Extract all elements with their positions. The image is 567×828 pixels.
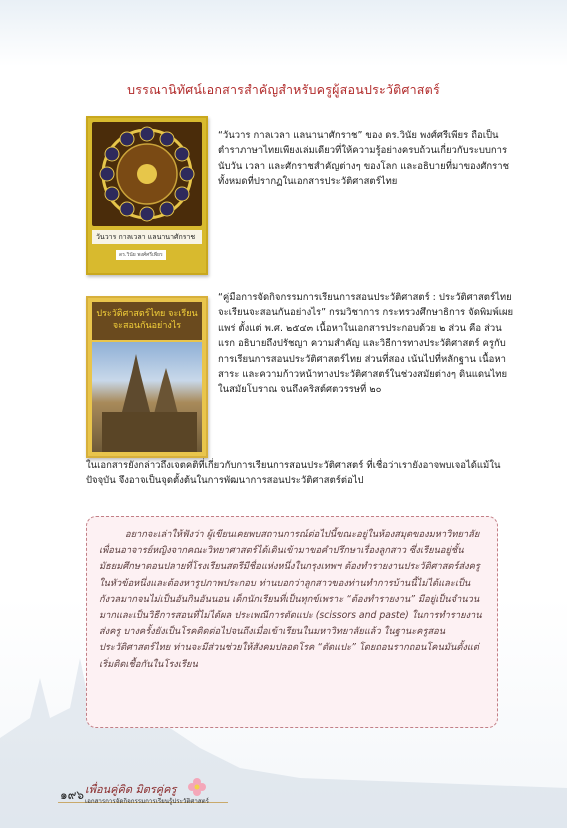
page-title: บรรณานิทัศน์เอกสารสำคัญสำหรับครูผู้สอนประวัติศาสตร์ (127, 82, 440, 97)
footer-logo-text: เพื่อนคู่คิด มิตรคู่ครู (85, 783, 177, 796)
note-text: อยากจะเล่าให้ฟังว่า ผู้เขียนเคยพบสถานการณ์ต่อไปนี้ขณะอยู่ในห้องสมุดของมหาวิทยาลัย เพื่อนอาจารย์หญิงจากคณะวิทยาศาสตร์ได้เดินเข้ามาขอคำปรึกษาเรื่องลูกสาว ซึ่งเรียนอยู่ชั้นมัธยมศึกษาตอนปลายที่โรงเรียนสตรีมีชื่อแห่งหนึ่งในกรุงเทพฯ ต้องทำรายงานประวัติศาสตร์ส่งครูในหัวข้อหนึ่งและต้องหารูปภาพประกอบ ท่านบอกว่าลูกสาวของท่านทำการบ้านนี้ไม่ได้และเป็นกังวลมากจนไม่เป็นอันกินอันนอน เด็กนักเรียนที่เป็นทุกข์เพราะ “ต้องทำรายงาน” มีอยู่เป็นจำนวนมากและเป็นวิธีการสอนที่ไม่ได้ผล ประเพณีการตัดแปะ (scissors and paste) ในการทำรายงานส่งครู บางครั้งยังเป็นโรคติดต่อไปจนถึงเมื่อเข้าเรียนในมหาวิทยาลัยแล้ว ในฐานะครูสอนประวัติศาสตร์ไทย ท่านจะมีส่วนช่วยให้สังคมปลอดโรค “ตัดแปะ” โดยถอนรากถอนโคนมันตั้งแต่เริ่มติดเชื้อกันในโรงเรียน (99, 529, 482, 670)
book-cover-image (86, 296, 208, 458)
flower-icon (188, 778, 206, 796)
book-cover-title: ประวัติศาสตร์ไทย จะเรียนจะสอนกันอย่างไร (92, 302, 202, 340)
clock-dial-illustration (92, 122, 202, 226)
book-cover-author: ดร.วินัย พงศ์ศรีเพียร (116, 250, 166, 260)
entry-1-description: “วันวาร กาลเวลา แลนานาศักราช” ของ ดร.วินัย พงศ์ศรีเพียร ถือเป็นตำราภาษาไทยเพียงเล่มเดียวที่ให้ความรู้อย่างครบถ้วนเกี่ยวกับระบบการนับวัน เวลา และศักราชสำคัญต่างๆ ของโลก และอธิบายที่มาของศักราชทั้งหมดที่ปรากฏในเอกสารประวัติศาสตร์ไทย (218, 130, 510, 188)
footer-subtitle: เอกสารการจัดกิจกรรมการเรียนรู้ประวัติศาสตร์ (85, 798, 209, 805)
note-box (86, 516, 498, 728)
temple-photo (92, 342, 202, 452)
entry-2-followup: ในเอกสารยังกล่าวถึงเจตคติที่เกี่ยวกับการเรียนการสอนประวัติศาสตร์ ที่เชื่อว่าเรายังอาจพบเจอได้แม้ในปัจจุบัน จึงอาจเป็นจุดตั้งต้นในการพัฒนาการสอนประวัติศาสตร์ต่อไป (86, 460, 501, 487)
page-number: ๑๙๖ (60, 788, 85, 802)
book-cover-image (86, 116, 208, 275)
book-cover-title: วันวาร กาลเวลา แลนานาศักราช (92, 230, 202, 244)
entry-2-description: “คู่มือการจัดกิจกรรมการเรียนการสอนประวัติศาสตร์ : ประวัติศาสตร์ไทยจะเรียนจะสอนกันอย่างไร” กรมวิชาการ กระทรวงศึกษาธิการ จัดพิมพ์เผยแพร่ ตั้งแต่ พ.ศ. ๒๕๔๓ เนื้อหาในเอกสารประกอบด้วย ๒ ส่วน คือ ส่วนแรก อธิบายถึงปรัชญา ความสำคัญ และวิธีการทางประวัติศาสตร์ ครูกับการเรียนการสอนประวัติศาสตร์ไทย ส่วนที่สอง เน้นไปที่หลักฐาน เนื้อหาสาระ และความก้าวหน้าทางประวัติศาสตร์ในช่วงสมัยต่างๆ ดินแดนไทยในสมัยโบราณ จนถึงคริสต์ศตวรรษที่ ๒๐ (218, 292, 514, 396)
